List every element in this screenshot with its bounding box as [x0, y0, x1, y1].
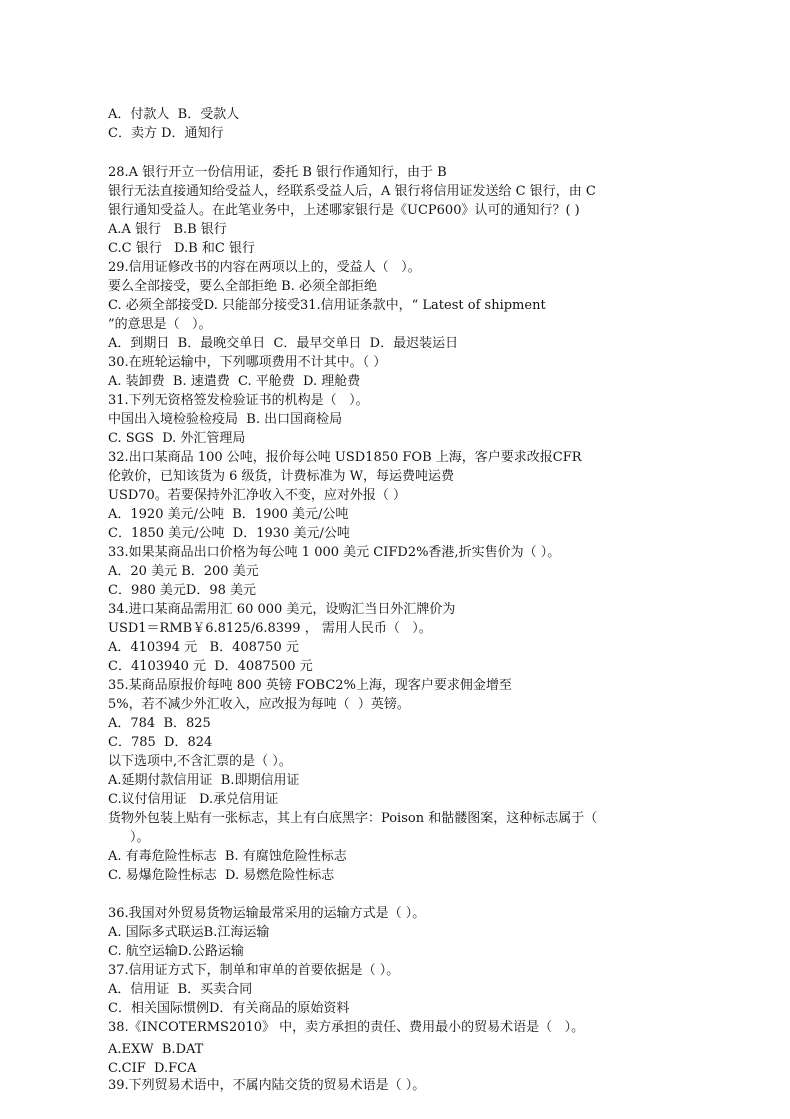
question-38: 38.《INCOTERMS2010》 中，卖方承担的责任、费用最小的贸易术语是（ ）。 — [108, 1020, 585, 1035]
question-line: USD70。若要保持外汇净收入不变，应对外报（ ） — [108, 488, 406, 503]
option-line: C．卖方 D．通知行 — [108, 126, 224, 141]
option-line: A．到期日 B．最晚交单日 C．最早交单日 D．最迟装运日 — [108, 336, 459, 351]
question-line: ）。 — [130, 830, 150, 845]
option-line: C.C 银行 D.B 和C 银行 — [108, 241, 255, 256]
question-35: 35.某商品原报价每吨 800 英镑 FOBC2%上海，现客户要求佣金增至 — [108, 678, 512, 693]
option-line: C．4103940 元 D．4087500 元 — [108, 659, 313, 674]
option-line: A．信用证 B．买卖合同 — [108, 982, 253, 997]
option-line: A．784 B．825 — [108, 716, 211, 731]
question-line: 银行无法直接通知给受益人，经联系受益人后，A 银行将信用证发送给 C 银行，由 C — [108, 184, 596, 199]
option-line: A．1920 美元/公吨 B．1900 美元/公吨 — [108, 507, 349, 522]
question-line: 伦敦价，已知该货为 6 级货，计费标准为 W，每运费吨运费 — [108, 469, 455, 484]
question-line: 5%，若不减少外汇收入，应改报为每吨（ ）英镑。 — [108, 697, 410, 712]
question-36: 36.我国对外贸易货物运输最常采用的运输方式是（ ）。 — [108, 906, 426, 921]
option-line: C.议付信用证 D.承兑信用证 — [108, 792, 279, 807]
question-31: 31.下列无资格签发检验证书的机构是（ ）。 — [108, 393, 369, 408]
option-line: C.CIF D.FCA — [108, 1061, 197, 1076]
option-line: A.延期付款信用证 B.即期信用证 — [108, 773, 300, 788]
question-39: 39.下列贸易术语中，不属内陆交货的贸易术语是（ ）。 — [108, 1078, 426, 1093]
option-line: C．980 美元D．98 美元 — [108, 583, 256, 598]
question-line: 以下选项中,不含汇票的是（ ）。 — [108, 754, 292, 769]
question-line: 银行通知受益人。在此笔业务中，上述哪家银行是《UCP600》认可的通知行？( ) — [108, 203, 580, 218]
question-32: 32.出口某商品 100 公吨，报价每公吨 USD1850 FOB 上海，客户要求改报CFR — [108, 450, 582, 465]
option-line: A. 有毒危险性标志 B. 有腐蚀危险性标志 — [108, 849, 347, 864]
question-line: ”的意思是（ ）。 — [108, 317, 212, 332]
question-37: 37.信用证方式下，制单和审单的首要依据是（ ）。 — [108, 963, 400, 978]
option-line: A. 装卸费 B. 速遣费 C. 平舱费 D. 理舱费 — [108, 374, 361, 389]
option-line: C．785 D．824 — [108, 735, 213, 750]
question-33: 33.如果某商品出口价格为每公吨 1 000 美元 CIFD2%香港,折实售价为（ ）。 — [108, 545, 561, 560]
option-line: A.EXW B.DAT — [108, 1042, 204, 1057]
question-34: 34.进口某商品需用汇 60 000 美元，设购汇当日外汇牌价为 — [108, 602, 456, 617]
option-line: 要么全部接受，要么全部拒绝 B. 必须全部拒绝 — [108, 279, 377, 294]
option-line: 中国出入境检验检疫局 B. 出口国商检局 — [108, 412, 343, 427]
option-line: C．1850 美元/公吨 D．1930 美元/公吨 — [108, 526, 350, 541]
question-line: USD1＝RMB￥6.8125/6.8399 ， 需用人民币（ ）。 — [108, 621, 432, 636]
option-line: C. SGS D. 外汇管理局 — [108, 431, 246, 446]
option-line: A.A 银行 B.B 银行 — [108, 222, 227, 237]
option-line: A．付款人 B．受款人 — [108, 107, 240, 122]
question-29: 29.信用证修改书的内容在两项以上的，受益人（ ）。 — [108, 260, 421, 275]
question-28: 28.A 银行开立一份信用证，委托 B 银行作通知行，由于 B — [108, 165, 447, 180]
option-line: A．20 美元 B．200 美元 — [108, 564, 259, 579]
option-line: A．410394 元 B．408750 元 — [108, 640, 299, 655]
option-line: C. 航空运输D.公路运输 — [108, 944, 244, 959]
option-line: A. 国际多式联运B.江海运输 — [108, 925, 270, 940]
question-30: 30.在班轮运输中，下列哪项费用不计其中。（ ） — [108, 355, 387, 370]
option-line: C. 易爆危险性标志 D. 易燃危险性标志 — [108, 868, 335, 883]
option-line: C．相关国际惯例D．有关商品的原始资料 — [108, 1001, 350, 1016]
question-line: 货物外包装上贴有一张标志，其上有白底黑字：Poison 和骷髅图案，这种标志属于（ — [108, 811, 598, 826]
option-line: C. 必须全部接受D. 只能部分接受31.信用证条款中，“ Latest of shipment — [108, 298, 546, 313]
